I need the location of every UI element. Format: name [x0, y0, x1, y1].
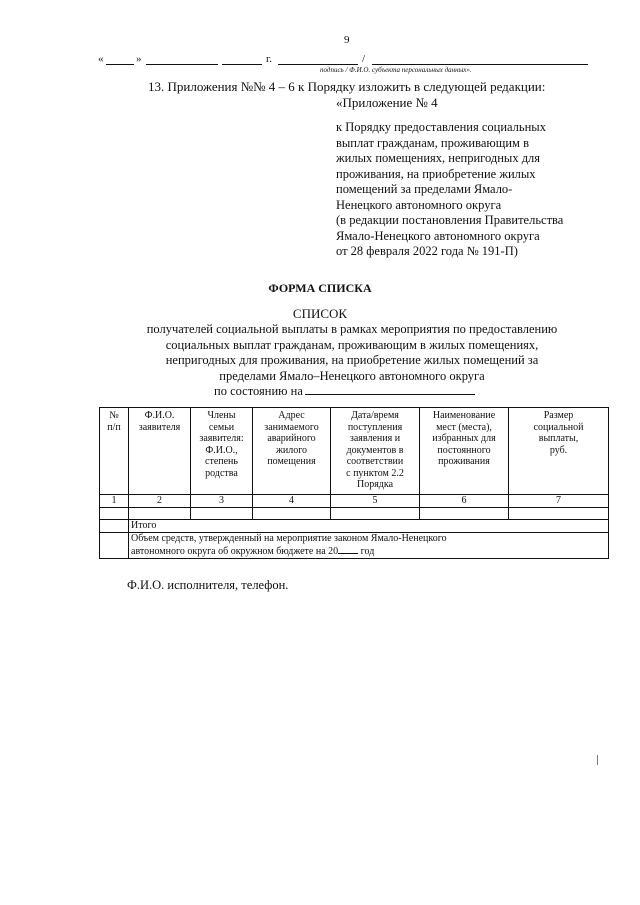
column-header: № п/п	[100, 408, 129, 495]
margin-mark	[597, 755, 598, 765]
table-cell	[100, 520, 129, 533]
table-cell[interactable]	[420, 508, 509, 520]
table-cell[interactable]	[100, 508, 129, 520]
funds-text	[129, 532, 609, 558]
column-number: 1	[100, 495, 129, 508]
table-row	[100, 508, 609, 520]
funds-line: Объем средств, утвержденный на мероприятие законом Ямало-Ненецкого	[131, 532, 447, 544]
signature-caption: подпись / Ф.И.О. субъекта персональных данных».	[320, 66, 472, 74]
table-cell[interactable]	[331, 508, 420, 520]
table-cell[interactable]	[509, 508, 609, 520]
year-suffix: г.	[266, 53, 273, 65]
column-header: Дата/время поступления заявления и документов в соответствии с пунктом 2.2 Порядка	[331, 408, 420, 495]
list-title: СПИСОК	[292, 306, 348, 321]
as-of-date-field[interactable]	[305, 384, 475, 395]
total-row	[100, 520, 609, 533]
total-label: Итого	[129, 520, 609, 533]
page-number: 9	[344, 34, 350, 46]
column-header: Ф.И.О. заявителя	[129, 408, 191, 495]
column-header: Члены семьи заявителя: Ф.И.О., степень родства	[191, 408, 253, 495]
annex-reference	[336, 120, 626, 260]
funds-row	[100, 532, 609, 558]
table-cell[interactable]	[191, 508, 253, 520]
column-header: Размер социальной выплаты, руб.	[509, 408, 609, 495]
annex-line: к Порядку предоставления социальных	[336, 120, 546, 134]
year-field[interactable]	[338, 544, 358, 554]
table-cell	[100, 532, 129, 558]
annex-line: Ямало-Ненецкого автономного округа	[336, 228, 540, 243]
annex-line: выплат гражданам, проживающим в	[336, 135, 529, 150]
list-description-line: непригодных для проживания, на приобретение жилых помещений за	[165, 353, 539, 367]
executor-info: Ф.И.О. исполнителя, телефон.	[127, 578, 289, 592]
close-quote: »	[136, 53, 142, 65]
column-number: 3	[191, 495, 253, 508]
list-description-line: получателей социальной выплаты в рамках мероприятия по предоставлению	[146, 322, 558, 336]
table-cell[interactable]	[129, 508, 191, 520]
funds-line	[131, 544, 608, 558]
list-description	[92, 322, 612, 384]
annex-line: (в редакции постановления Правительства	[336, 213, 564, 227]
as-of-date	[214, 384, 475, 399]
list-description-line: пределами Ямало–Ненецкого автономного округа	[219, 368, 485, 383]
annex-line: жилых помещениях, непригодных для	[336, 151, 541, 165]
annex-title: «Приложение № 4	[336, 95, 438, 110]
funds-line-prefix: автономного округа об окружном бюджете на 20	[131, 546, 339, 557]
column-number-row	[100, 495, 609, 508]
column-number: 2	[129, 495, 191, 508]
signature-line	[98, 53, 588, 67]
recipients-table	[99, 407, 609, 559]
column-number: 5	[331, 495, 420, 508]
list-description-line: социальных выплат гражданам, проживающим в жилых помещениях,	[165, 337, 539, 352]
intro-paragraph: 13. Приложения №№ 4 – 6 к Порядку изложить в следующей редакции:	[148, 79, 546, 94]
column-number: 6	[420, 495, 509, 508]
form-title: ФОРМА СПИСКА	[268, 281, 372, 295]
column-number: 7	[509, 495, 609, 508]
open-quote: «	[98, 53, 104, 65]
table-cell[interactable]	[253, 508, 331, 520]
annex-line: помещений за пределами Ямало-	[336, 182, 513, 196]
annex-line: Ненецкого автономного округа	[336, 197, 502, 212]
funds-line-suffix: год	[360, 546, 375, 557]
column-number: 4	[253, 495, 331, 508]
as-of-date-label: по состоянию на	[214, 384, 303, 398]
table-header-row	[100, 408, 609, 495]
column-header: Наименование мест (места), избранных для постоянного проживания	[420, 408, 509, 495]
annex-line: проживания, на приобретение жилых	[336, 166, 536, 181]
signature-slash: /	[362, 53, 366, 65]
column-header: Адрес занимаемого аварийного жилого помещения	[253, 408, 331, 495]
annex-line: от 28 февраля 2022 года № 191-П)	[336, 244, 518, 258]
